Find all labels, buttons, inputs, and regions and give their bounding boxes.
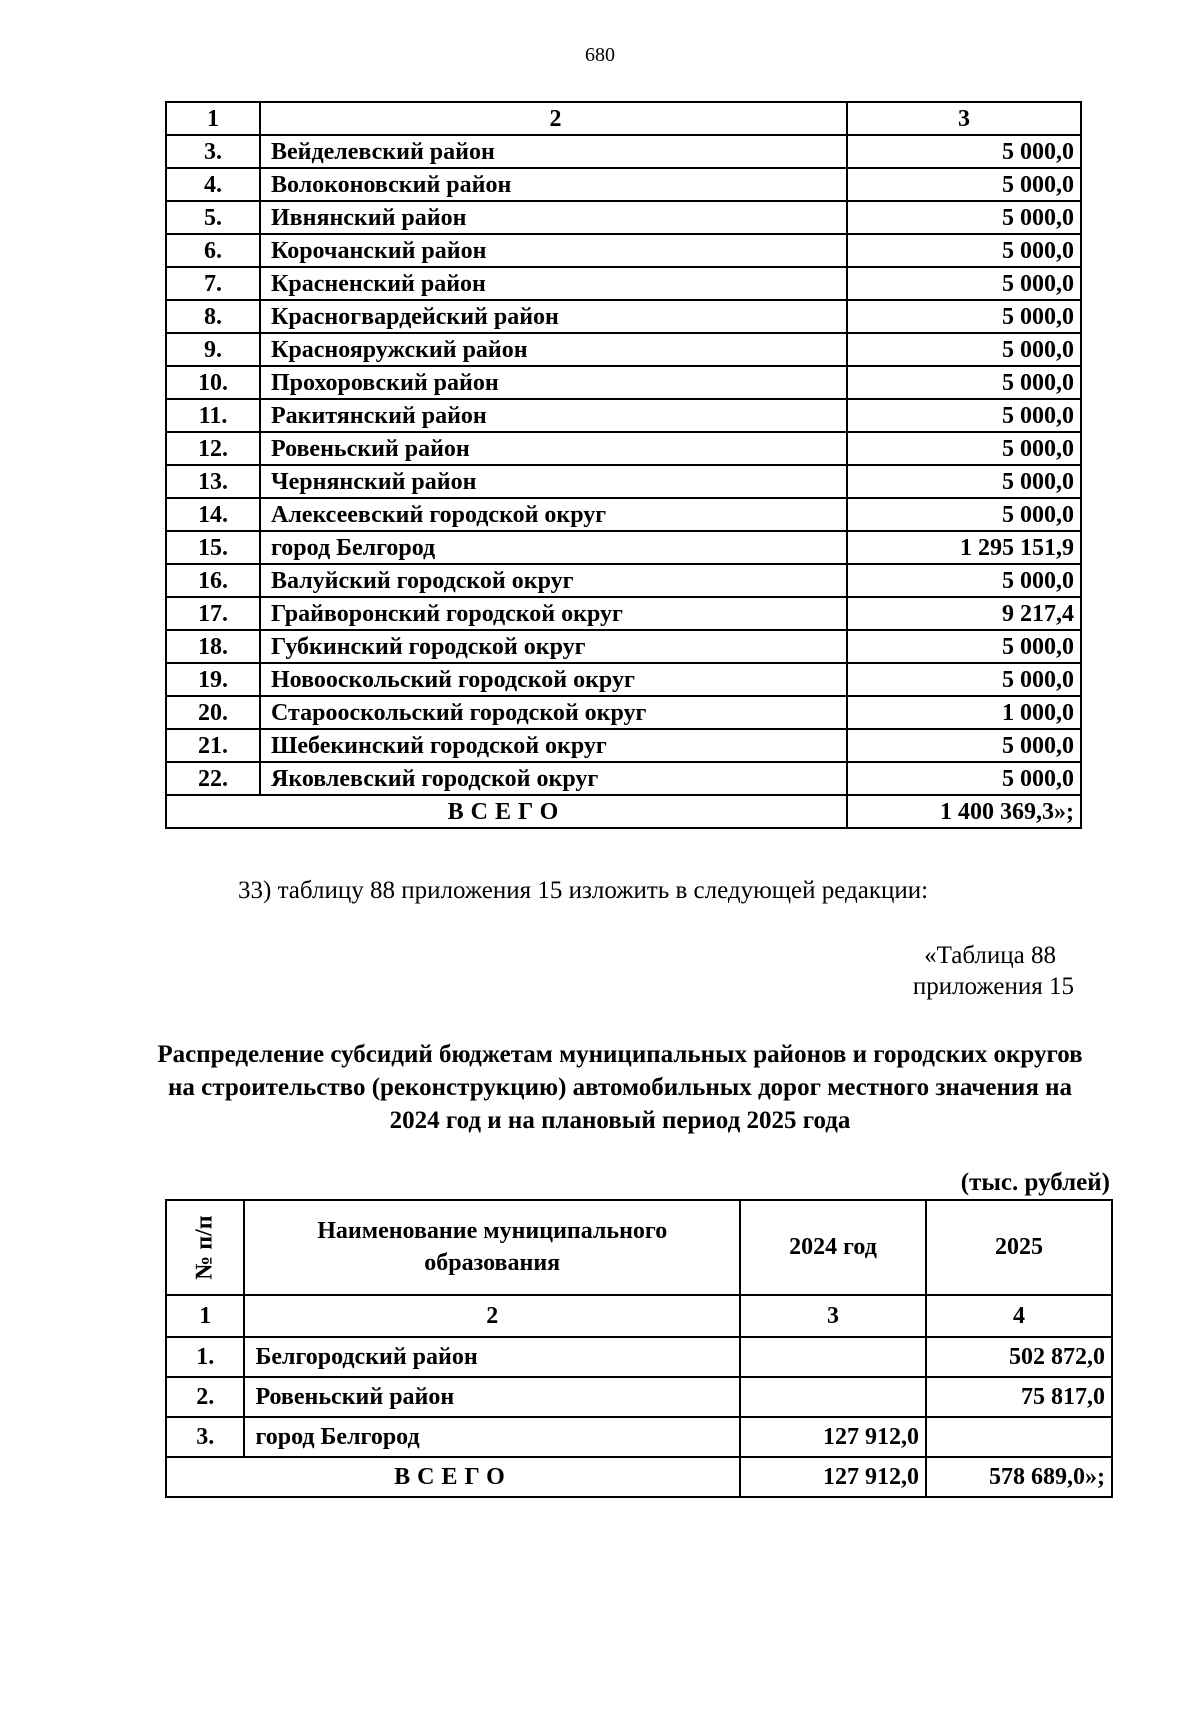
table2-column-numbers: [166, 1295, 1112, 1337]
row-number: 5.: [166, 201, 260, 234]
subsidy-amount: 5 000,0: [847, 564, 1081, 597]
subsidy-amount: 5 000,0: [847, 630, 1081, 663]
municipality-name: Волоконовский район: [260, 168, 847, 201]
subsidy-amount: 5 000,0: [847, 663, 1081, 696]
table-row: [166, 762, 1081, 795]
table-subsidies-continued: [165, 101, 1082, 829]
municipality-name: город Белгород: [244, 1417, 740, 1457]
table2-total-row: [166, 1457, 1112, 1497]
table-row: [166, 333, 1081, 366]
page-number: 680: [585, 44, 615, 66]
municipality-name: Алексеевский городской округ: [260, 498, 847, 531]
table-row: [166, 498, 1081, 531]
table-row: [166, 531, 1081, 564]
amount-2025: [926, 1417, 1112, 1457]
row-number: 13.: [166, 465, 260, 498]
subsidy-amount: 5 000,0: [847, 729, 1081, 762]
municipality-name: Прохоровский район: [260, 366, 847, 399]
municipality-name: Краснояружский район: [260, 333, 847, 366]
row-number: 18.: [166, 630, 260, 663]
table-row: [166, 267, 1081, 300]
subsidy-amount: 1 295 151,9: [847, 531, 1081, 564]
table-row: [166, 135, 1081, 168]
municipality-name: Ровеньский район: [244, 1377, 740, 1417]
instruction-text: 33) таблицу 88 приложения 15 изложить в следующей редакции:: [238, 877, 929, 904]
table2-colnum-1: 1: [166, 1295, 244, 1337]
table2-title: Распределение субсидий бюджетам муниципальных районов и городских округов на строительство (реконструкцию) автомобильных дорог местного значения на 2024 год и на плановый период 2025 года: [157, 1041, 1083, 1134]
municipality-name: Ровеньский район: [260, 432, 847, 465]
row-number: 9.: [166, 333, 260, 366]
total-2025: 578 689,0»;: [926, 1457, 1112, 1497]
table2-header-num-text: № п/п: [191, 1215, 218, 1280]
table-row: [166, 168, 1081, 201]
total-2024: 127 912,0: [740, 1457, 926, 1497]
table-row: [166, 564, 1081, 597]
subsidy-amount: 5 000,0: [847, 762, 1081, 795]
total-label: ВСЕГО: [166, 795, 847, 828]
table-reference-line1: «Таблица 88: [924, 942, 1056, 969]
table-row: [166, 366, 1081, 399]
total-value: 1 400 369,3»;: [847, 795, 1081, 828]
subsidy-amount: 5 000,0: [847, 366, 1081, 399]
subsidy-amount: 5 000,0: [847, 135, 1081, 168]
subsidy-amount: 5 000,0: [847, 465, 1081, 498]
table-row: [166, 399, 1081, 432]
subsidy-amount: 5 000,0: [847, 267, 1081, 300]
row-number: 2.: [166, 1377, 244, 1417]
table-row: [166, 696, 1081, 729]
table2-header-2025: 2025: [926, 1200, 1112, 1295]
subsidy-amount: 5 000,0: [847, 201, 1081, 234]
row-number: 3.: [166, 1417, 244, 1457]
table1-total-row: [166, 795, 1081, 828]
row-number: 15.: [166, 531, 260, 564]
table1-header-col2: 2: [260, 102, 847, 135]
table2-header-name: Наименование муниципального образования: [244, 1200, 740, 1295]
table2-colnum-3: 3: [740, 1295, 926, 1337]
amount-2024: [740, 1337, 926, 1377]
row-number: 7.: [166, 267, 260, 300]
municipality-name: Корочанский район: [260, 234, 847, 267]
row-number: 6.: [166, 234, 260, 267]
table2-colnum-2: 2: [244, 1295, 740, 1337]
municipality-name: город Белгород: [260, 531, 847, 564]
municipality-name: Красногвардейский район: [260, 300, 847, 333]
row-number: 11.: [166, 399, 260, 432]
row-number: 3.: [166, 135, 260, 168]
subsidy-amount: 5 000,0: [847, 399, 1081, 432]
subsidy-amount: 5 000,0: [847, 498, 1081, 531]
table2-colnum-4: 4: [926, 1295, 1112, 1337]
municipality-name: Старооскольский городской округ: [260, 696, 847, 729]
table-row: [166, 1417, 1112, 1457]
units-label: (тыс. рублей): [960, 1169, 1110, 1196]
row-number: 14.: [166, 498, 260, 531]
table2-body: [166, 1200, 1112, 1497]
subsidy-amount: 5 000,0: [847, 333, 1081, 366]
municipality-name: Яковлевский городской округ: [260, 762, 847, 795]
table-row: [166, 663, 1081, 696]
row-number: 8.: [166, 300, 260, 333]
table-reference: [913, 940, 1074, 1003]
row-number: 10.: [166, 366, 260, 399]
subsidy-amount: 5 000,0: [847, 234, 1081, 267]
row-number: 19.: [166, 663, 260, 696]
subsidy-amount: 5 000,0: [847, 300, 1081, 333]
table-row: [166, 729, 1081, 762]
table-row: [166, 1377, 1112, 1417]
table1-header-col3: 3: [847, 102, 1081, 135]
subsidy-amount: 5 000,0: [847, 168, 1081, 201]
row-number: 20.: [166, 696, 260, 729]
subsidy-amount: 9 217,4: [847, 597, 1081, 630]
subsidy-amount: 1 000,0: [847, 696, 1081, 729]
subsidy-amount: 5 000,0: [847, 432, 1081, 465]
amount-2025: 75 817,0: [926, 1377, 1112, 1417]
table-row: [166, 300, 1081, 333]
table-row: [166, 1337, 1112, 1377]
row-number: 1.: [166, 1337, 244, 1377]
table-row: [166, 630, 1081, 663]
municipality-name: Шебекинский городской округ: [260, 729, 847, 762]
municipality-name: Валуйский городской округ: [260, 564, 847, 597]
municipality-name: Губкинский городской округ: [260, 630, 847, 663]
table2-header-2024: 2024 год: [740, 1200, 926, 1295]
municipality-name: Белгородский район: [244, 1337, 740, 1377]
table-row: [166, 597, 1081, 630]
table1-column-numbers: [166, 102, 1081, 135]
table-row: [166, 432, 1081, 465]
table-row: [166, 465, 1081, 498]
municipality-name: Новооскольский городской округ: [260, 663, 847, 696]
table-row: [166, 234, 1081, 267]
row-number: 21.: [166, 729, 260, 762]
municipality-name: Ивнянский район: [260, 201, 847, 234]
table1-body: [166, 102, 1081, 828]
table2-header-row: [166, 1200, 1112, 1295]
amount-2024: [740, 1377, 926, 1417]
total-label: ВСЕГО: [166, 1457, 740, 1497]
municipality-name: Красненский район: [260, 267, 847, 300]
amount-2024: 127 912,0: [740, 1417, 926, 1457]
table-row: [166, 201, 1081, 234]
municipality-name: Чернянский район: [260, 465, 847, 498]
municipality-name: Грайворонский городской округ: [260, 597, 847, 630]
municipality-name: Вейделевский район: [260, 135, 847, 168]
row-number: 17.: [166, 597, 260, 630]
municipality-name: Ракитянский район: [260, 399, 847, 432]
table-reference-line2: приложения 15: [912, 973, 1074, 1001]
amount-2025: 502 872,0: [926, 1337, 1112, 1377]
row-number: 12.: [166, 432, 260, 465]
table1-header-col1: 1: [166, 102, 260, 135]
row-number: 22.: [166, 762, 260, 795]
table2-header-num: [166, 1200, 244, 1295]
row-number: 16.: [166, 564, 260, 597]
row-number: 4.: [166, 168, 260, 201]
table-road-subsidies: [165, 1199, 1113, 1498]
